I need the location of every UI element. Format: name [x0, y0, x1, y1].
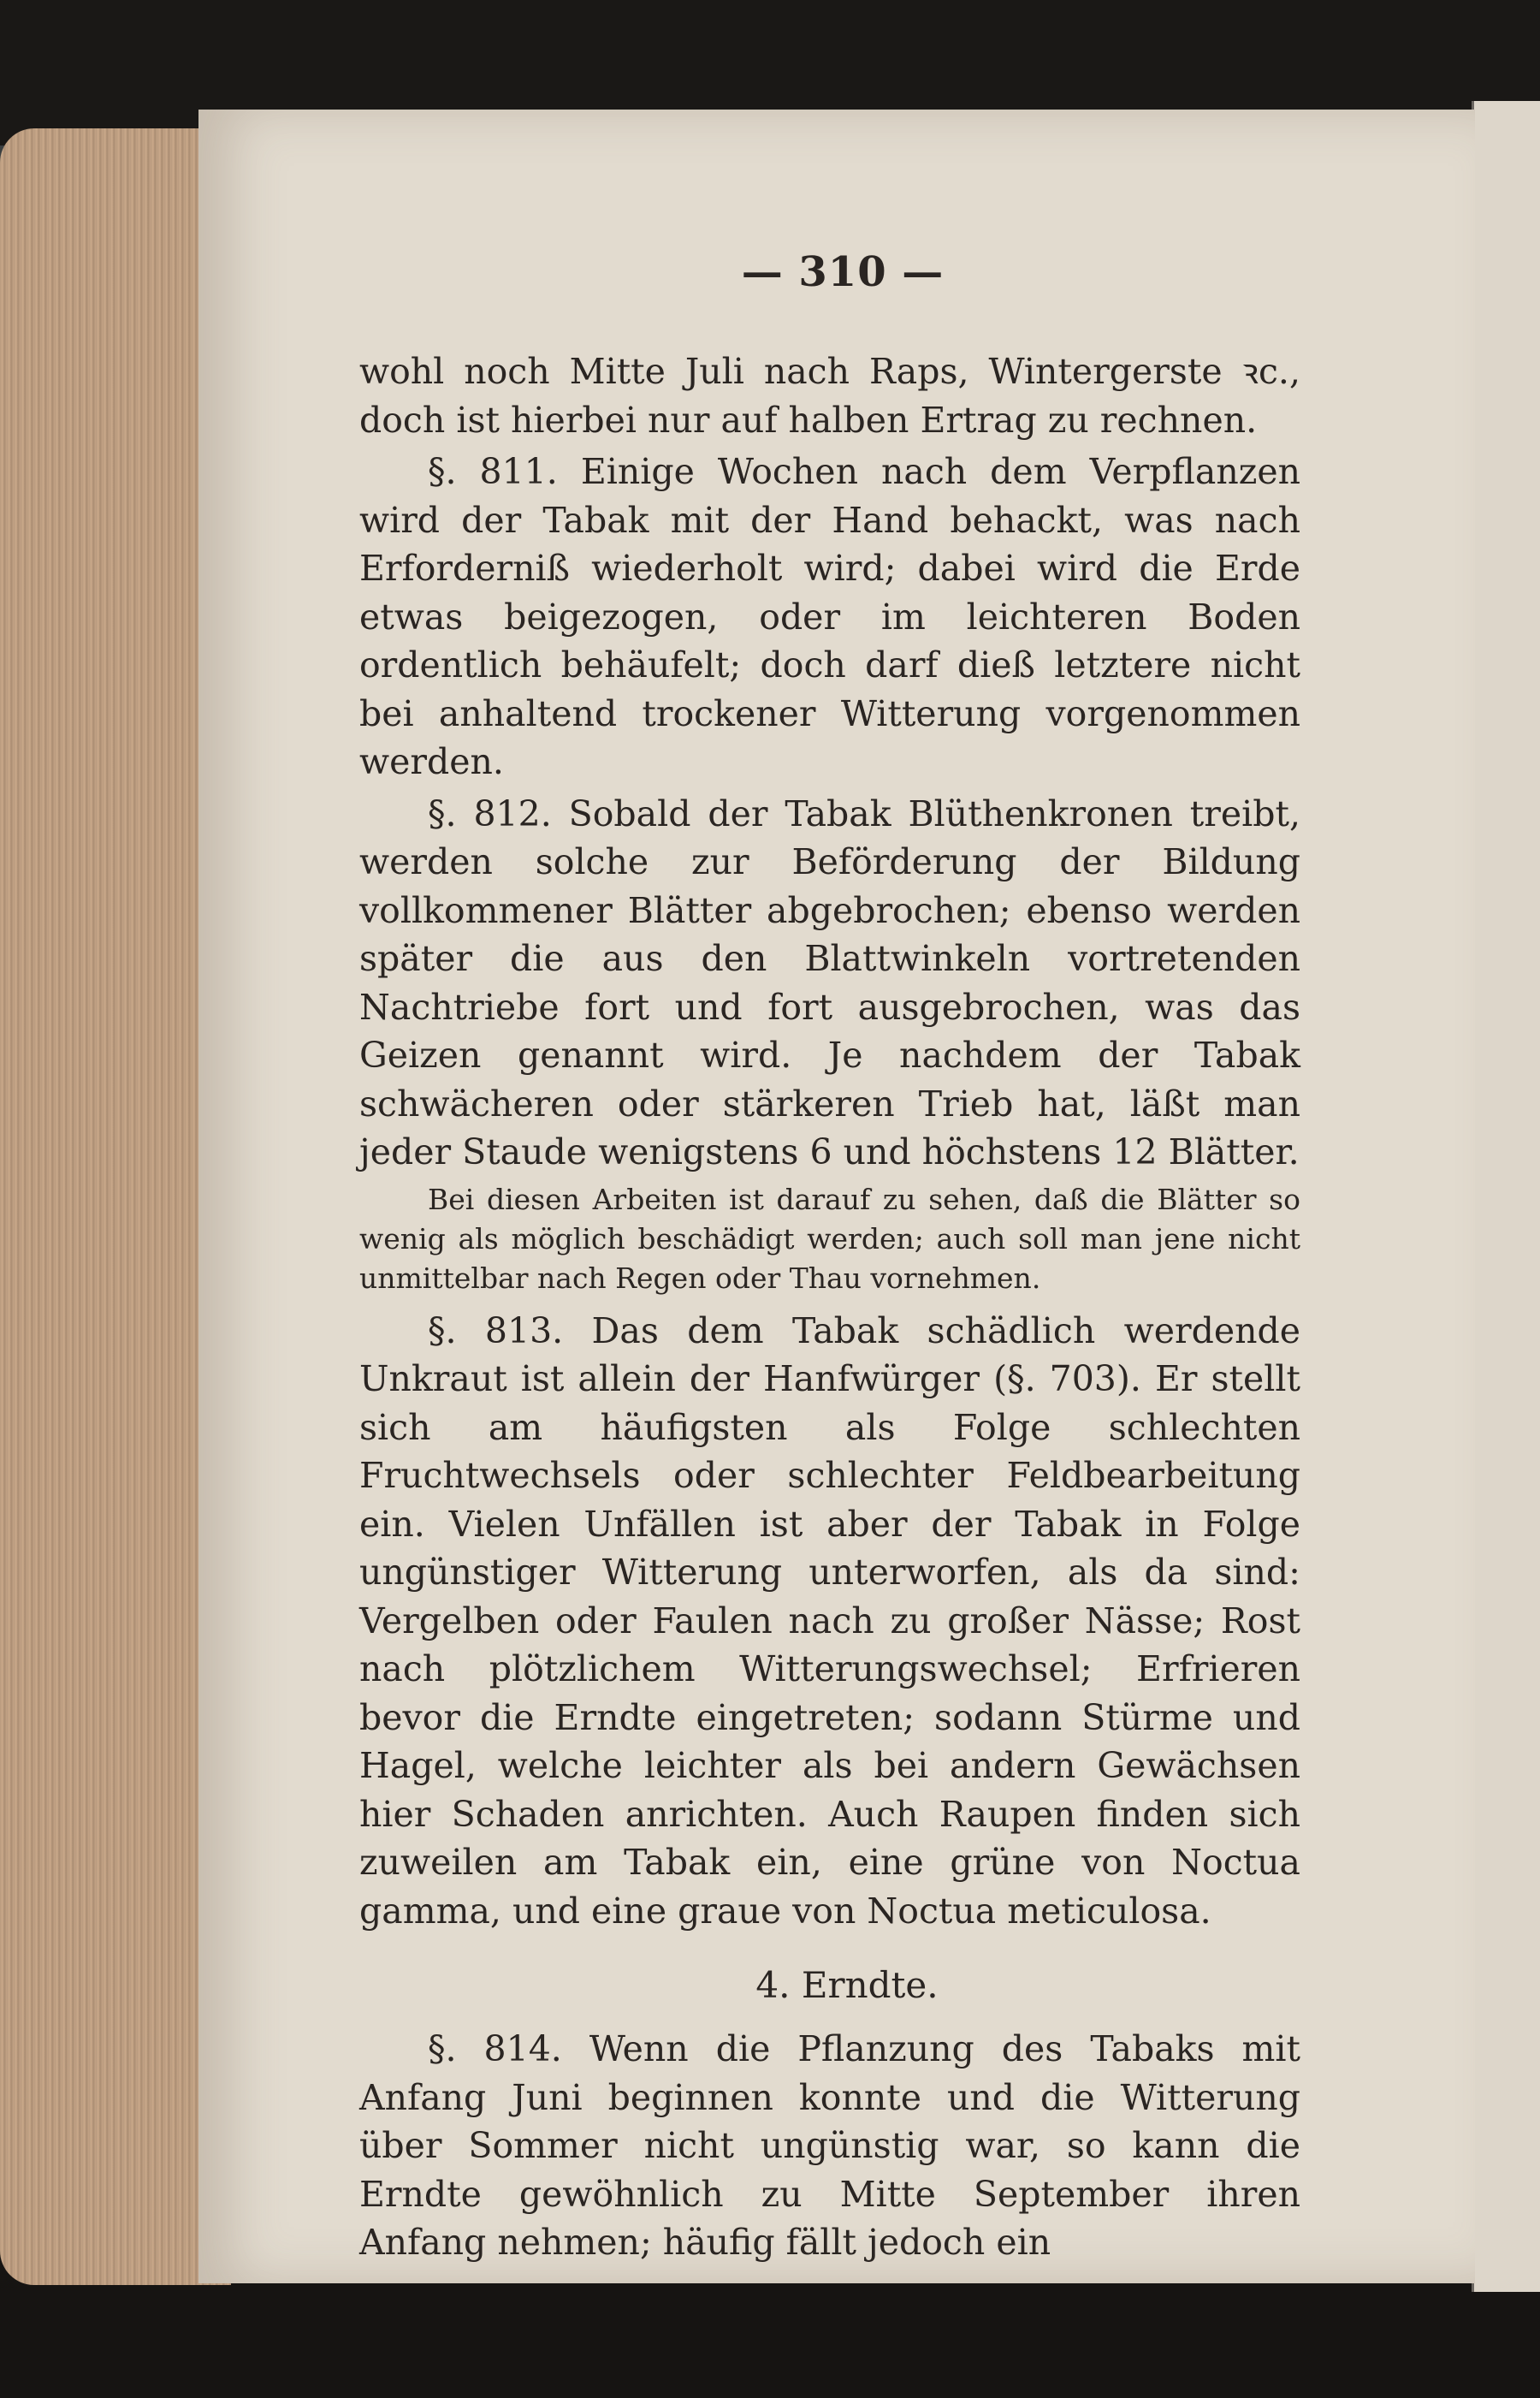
paragraph-814: §. 814. Wenn die Pflanzung des Tabaks mit Anfang Juni beginnen konnte und die Witterung über Sommer nicht ungünstig war, so kann die Erndte gewöhnlich zu Mitte September ihren Anfang nehmen; häufig fällt jedoch ein — [359, 2028, 1300, 2263]
facing-page-edge — [1472, 101, 1540, 2292]
page-number: — 310 — — [741, 248, 945, 296]
footnote-812: Bei diesen Arbeiten ist darauf zu sehen, daß die Blätter so wenig als möglich beschädigt werden; auch soll man jene nicht unmittelbar nach Regen oder Thau vornehmen. — [359, 1182, 1300, 1295]
paragraph-812: §. 812. Sobald der Tabak Blüthenkronen treibt, werden solche zur Beförderung der Bildung vollkommener Blätter abgebrochen; ebenso werden später die aus den Blattwinkeln vortretenden Nachtriebe fort und fort ausgebrochen, was das Geizen genannt wird. Je nachdem der Tabak schwächeren oder stärkeren Trieb hat, läßt man jeder Staude wenigstens 6 und höchstens 12 Blätter. — [359, 792, 1300, 1172]
paragraph-811: §. 811. Einige Wochen nach dem Verpflanzen wird der Tabak mit der Hand behackt, was nach Erforderniß wiederholt wird; dabei wird die Erde etwas beigezogen, oder im leichteren Boden ordentlich behäufelt; doch darf dieß letztere nicht bei anhaltend trockener Witterung vorgenommen werden. — [359, 451, 1300, 782]
paragraph-continuation: wohl noch Mitte Juli nach Raps, Wintergerste ꝛc., doch ist hierbei nur auf halben Ertrag zu rechnen. — [359, 351, 1300, 441]
paragraph-813: §. 813. Das dem Tabak schädlich werdende Unkraut ist allein der Hanfwürger (§. 703). Er stellt sich am häufigsten als Folge schlechten Fruchtwechsels oder schlechter Feldbearbeitung ein. Vielen Unfällen ist aber der Tabak in Folge ungünstiger Witterung unterworfen, als da sind: Vergelben oder Faulen nach zu großer Nässe; Rost nach plötzlichem Witterungswechsel; Erfrieren bevor die Erndte eingetreten; sodann Stürme und Hagel, welche leichter als bei andern Gewächsen hier Schaden anrichten. Auch Raupen finden sich zuweilen am Tabak ein, eine grüne von Noctua gamma, und eine graue von Noctua meticulosa. — [359, 1309, 1300, 1932]
page-content — [359, 248, 1300, 2270]
page-edges — [0, 128, 231, 2285]
section-heading: 4. Erndte. — [755, 1964, 939, 2006]
